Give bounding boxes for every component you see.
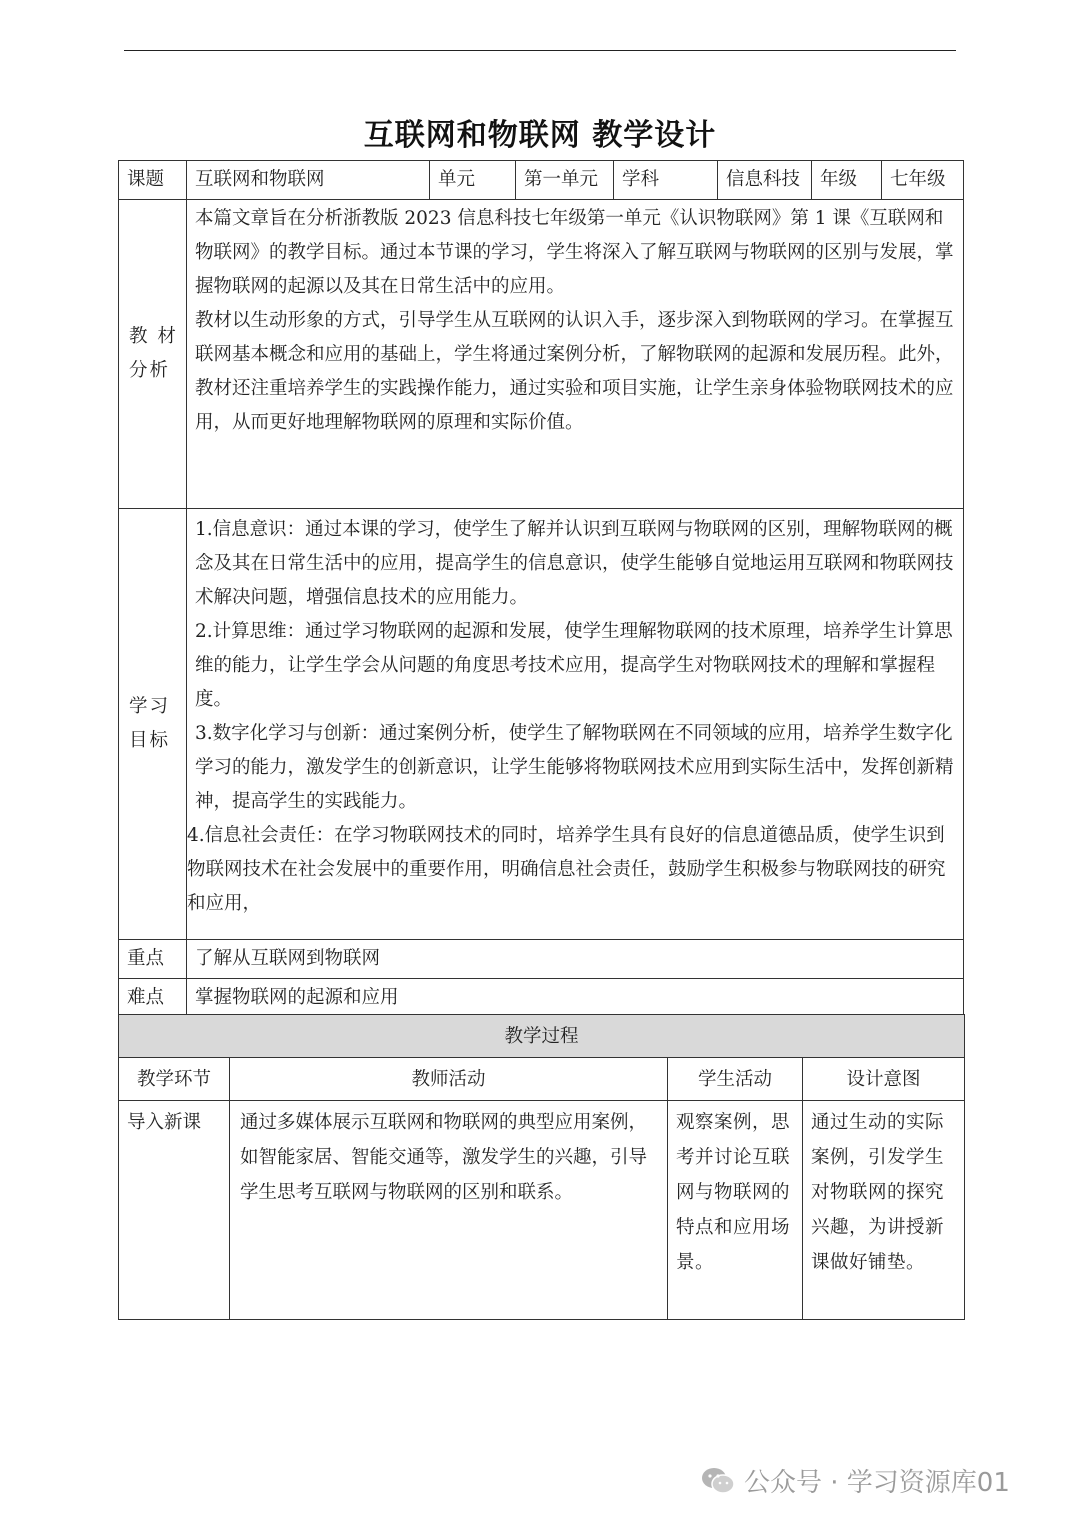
student-activity-cell: 观察案例，思考并讨论互联网与物联网的特点和应用场景。 — [668, 1101, 803, 1320]
goals-label — [119, 509, 187, 940]
info-row-difficulty — [119, 979, 964, 1018]
unit-label: 单元 — [430, 161, 516, 200]
info-row-goals — [119, 509, 964, 940]
lesson-info-table — [118, 160, 964, 1018]
analysis-label-line2: 分析 — [129, 360, 171, 381]
process-header-row — [119, 1015, 965, 1058]
goals-content — [187, 509, 964, 940]
watermark — [700, 1462, 1010, 1499]
analysis-label — [119, 200, 187, 509]
stage-cell: 导入新课 — [119, 1101, 230, 1320]
difficulty-label: 难点 — [119, 979, 187, 1018]
analysis-paragraph-1: 本篇文章旨在分析浙教版 2023 信息科技七年级第一单元《认识物联网》第 1 课《互联网和物联网》的教学目标。通过本节课的学习，学生将深入了解互联网与物联网的区别与发展，掌握物联网的起源以及其在日常生活中的应用。 — [195, 208, 954, 297]
column-header-teacher: 教师活动 — [230, 1058, 668, 1101]
analysis-content — [187, 200, 964, 509]
column-header-intent: 设计意图 — [803, 1058, 965, 1101]
goal-item-1: 1.信息意识：通过本课的学习，使学生了解并认识到互联网与物联网的区别，理解物联网的概念及其在日常生活中的应用，提高学生的信息意识，使学生能够自觉地运用互联网和物联网技术解决问题，增强信息技术的应用能力。 — [195, 519, 954, 608]
goal-item-4: 4.信息社会责任：在学习物联网技术的同时，培养学生具有良好的信息道德品质，使学生识到物联网技术在社会发展中的重要作用，明确信息社会责任，鼓励学生积极参与物联网技的研究和应用， — [187, 825, 946, 914]
analysis-label-line1: 教 材 — [129, 326, 178, 347]
design-intent-cell: 通过生动的实际案例，引发学生对物联网的探究兴趣，为讲授新课做好铺垫。 — [803, 1101, 965, 1320]
info-row-analysis — [119, 200, 964, 509]
info-row-key — [119, 940, 964, 979]
goal-item-3: 3.数字化学习与创新：通过案例分析，使学生了解物联网在不同领域的应用，培养学生数字化学习的能力，激发学生的创新意识，让学生能够将物联网技术应用到实际生活中，发挥创新精神，提高学生的实践能力。 — [195, 723, 954, 812]
key-label: 重点 — [119, 940, 187, 979]
column-header-stage: 教学环节 — [119, 1058, 230, 1101]
subject-value: 信息科技 — [718, 161, 812, 200]
difficulty-value: 掌握物联网的起源和应用 — [187, 979, 964, 1018]
goal-item-2: 2.计算思维：通过学习物联网的起源和发展，使学生理解物联网的技术原理，培养学生计算思维的能力，让学生学会从问题的角度思考技术应用，提高学生对物联网技术的理解和掌握程度。 — [195, 621, 953, 710]
table-row — [119, 1101, 965, 1320]
teaching-process-table — [118, 1014, 965, 1320]
unit-value: 第一单元 — [516, 161, 614, 200]
goals-label-line2: 目标 — [129, 730, 171, 751]
process-header: 教学过程 — [119, 1015, 965, 1058]
grade-value: 七年级 — [882, 161, 964, 200]
process-column-row — [119, 1058, 965, 1101]
analysis-paragraph-2: 教材以生动形象的方式，引导学生从互联网的认识入手，逐步深入到物联网的学习。在掌握互联网基本概念和应用的基础上，学生将通过案例分析，了解物联网的起源和发展历程。此外，教材还注重培养学生的实践操作能力，通过实验和项目实施，让学生亲身体验物联网技术的应用，从而更好地理解物联网的原理和实际价值。 — [195, 310, 954, 433]
document-title: 互联网和物联网 教学设计 — [363, 118, 717, 153]
column-header-student: 学生活动 — [668, 1058, 803, 1101]
teacher-activity-cell: 通过多媒体展示互联网和物联网的典型应用案例，如智能家居、智能交通等，激发学生的兴趣，引导学生思考互联网与物联网的区别和联系。 — [230, 1101, 668, 1320]
goals-label-line1: 学习 — [129, 696, 171, 717]
wechat-icon — [700, 1466, 736, 1496]
key-value: 了解从互联网到物联网 — [187, 940, 964, 979]
course-value: 互联网和物联网 — [187, 161, 430, 200]
watermark-text: 公众号 · 学习资源库01 — [744, 1468, 1010, 1498]
header-rule — [124, 50, 956, 51]
subject-label: 学科 — [614, 161, 718, 200]
grade-label: 年级 — [812, 161, 882, 200]
info-row-basic — [119, 161, 964, 200]
course-label: 课题 — [119, 161, 187, 200]
